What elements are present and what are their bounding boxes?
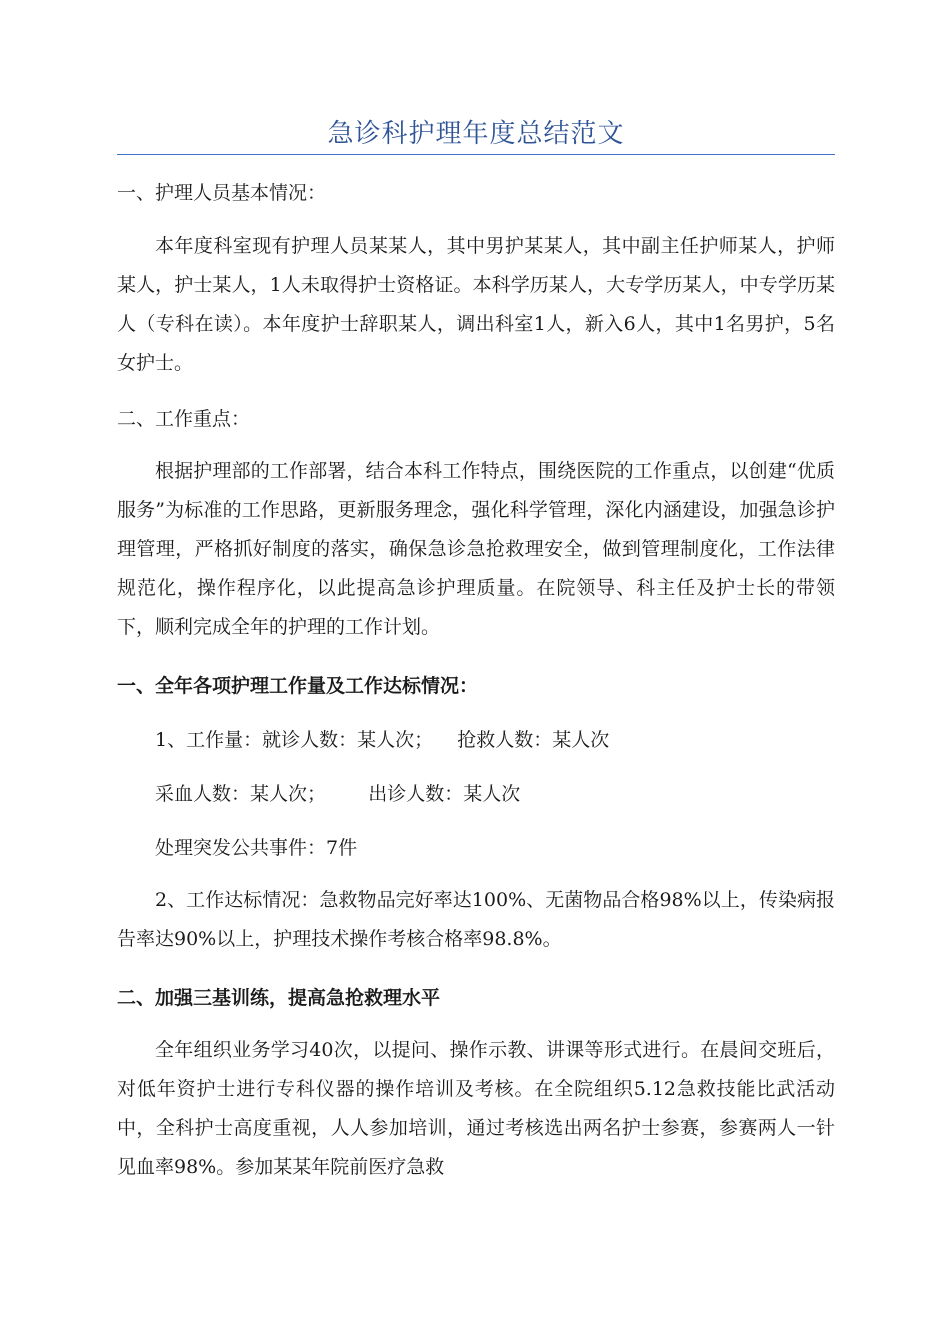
paragraph-standards: 2、工作达标情况：急救物品完好率达100%、无菌物品合格98%以上，传染病报告率达90%以上，护理技术操作考核合格率98.8%。 [117, 889, 835, 950]
paragraph-focus: 根据护理部的工作部署，结合本科工作特点，围绕医院的工作重点，以创建“优质服务”为标准的工作思路，更新服务理念，强化科学管理，深化内涵建设，加强急诊护理管理，严格抓好制度的落实，确保急诊急抢救理安全，做到管理制度化，工作法律规范化，操作程序化，以此提高急诊护理质量。在院领导、科主任及护士长的带领下，顺利完成全年的护理的工作计划。 [117, 460, 835, 638]
document-title: 急诊科护理年度总结范文 [327, 119, 625, 149]
paragraph-training: 全年组织业务学习40次，以提问、操作示教、讲课等形式进行。在晨间交班后，对低年资护士进行专科仪器的操作培训及考核。在全院组织5.12急救技能比武活动中，全科护士高度重视，人人参加培训，通过考核选出两名护士参赛，参赛两人一针见血率98%。参加某某年院前医疗急救 [117, 1039, 835, 1178]
section-heading-training: 二、加强三基训练，提高急抢救理水平 [117, 987, 441, 1009]
section-heading-focus: 二、工作重点： [117, 408, 251, 430]
section-heading-staff: 一、护理人员基本情况： [117, 182, 327, 204]
workload-line-2: 采血人数：某人次； 出诊人数：某人次 [155, 783, 521, 805]
title-underline [117, 154, 835, 155]
paragraph-staff: 本年度科室现有护理人员某某人，其中男护某某人，其中副主任护师某人，护师某人，护士某人，1人未取得护士资格证。本科学历某人，大专学历某人，中专学历某人（专科在读）。本年度护士辞职某人，调出科室1人，新入6人，其中1名男护，5名女护士。 [117, 235, 835, 374]
document-page [117, 0, 835, 1187]
section-heading-workload: 一、全年各项护理工作量及工作达标情况： [117, 675, 479, 697]
workload-line-1: 1、工作量：就诊人数：某人次； 抢救人数：某人次 [155, 729, 610, 751]
workload-line-3: 处理突发公共事件：7件 [155, 837, 358, 859]
